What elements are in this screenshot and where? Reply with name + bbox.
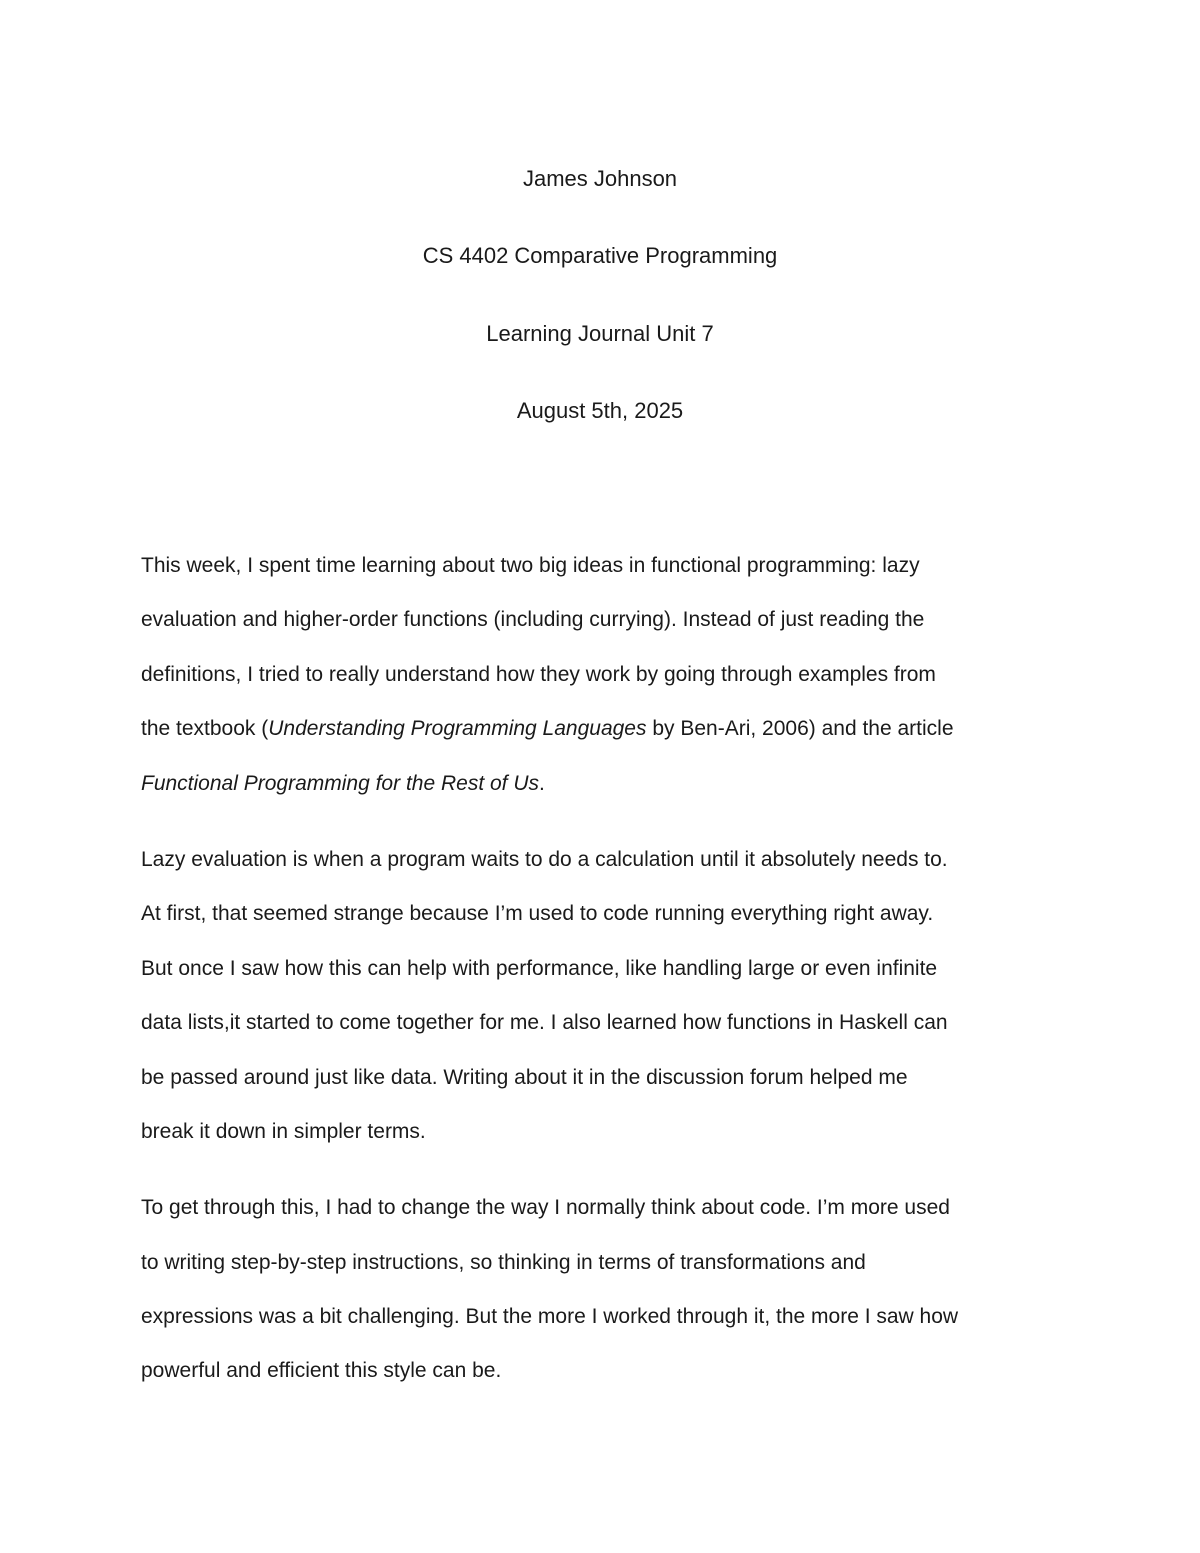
text-line: To get through this, I had to change the way I normally think about code. I’m more used [141,1196,950,1220]
text-line: This week, I spent time learning about two big ideas in functional programming: lazy [141,554,920,577]
article-title: Functional Programming for the Rest of Us [141,771,539,795]
author-name: James Johnson [522,166,678,191]
text-line: break it down in simpler terms. [141,1119,426,1143]
journal-body [141,548,1081,1408]
paragraph-reflection [141,1190,1081,1408]
text-line [141,766,1081,820]
text-fragment: . [539,771,545,795]
text-fragment: by Ben-Ari, 2006) and the article [646,717,954,741]
text-line: expressions was a bit challenging. But the more I worked through it, the more I saw how [141,1305,959,1329]
paragraph-lazy-evaluation [141,842,1081,1168]
paragraph-intro [141,548,1081,820]
assignment-title: Learning Journal Unit 7 [486,321,714,346]
text-line: But once I saw how this can help with performance, like handling large or even infinite [141,956,938,980]
text-line: powerful and efficient this style can be. [141,1359,502,1383]
text-fragment: the textbook ( [141,717,269,741]
text-line: data lists,it started to come together for me. I also learned how functions in Haskell can [141,1011,948,1035]
document-date: August 5th, 2025 [516,398,684,423]
text-line: At first, that seemed strange because I’m used to code running everything right away. [141,902,934,926]
text-line: to writing step-by-step instructions, so thinking in terms of transformations and [141,1250,866,1274]
text-line: definitions, I tried to really understand how they work by going through examples from [141,662,936,686]
text-line: evaluation and higher-order functions (including currying). Instead of just reading the [141,608,925,632]
paragraph-spacer [141,820,1081,842]
book-title: Understanding Programming Languages [268,717,647,741]
paragraph-spacer [141,1168,1081,1190]
text-line: be passed around just like data. Writing about it in the discussion forum helped me [141,1065,908,1089]
text-line [141,711,1081,765]
course-title: CS 4402 Comparative Programming [422,243,778,268]
text-line: Lazy evaluation is when a program waits to do a calculation until it absolutely needs to. [141,847,948,871]
